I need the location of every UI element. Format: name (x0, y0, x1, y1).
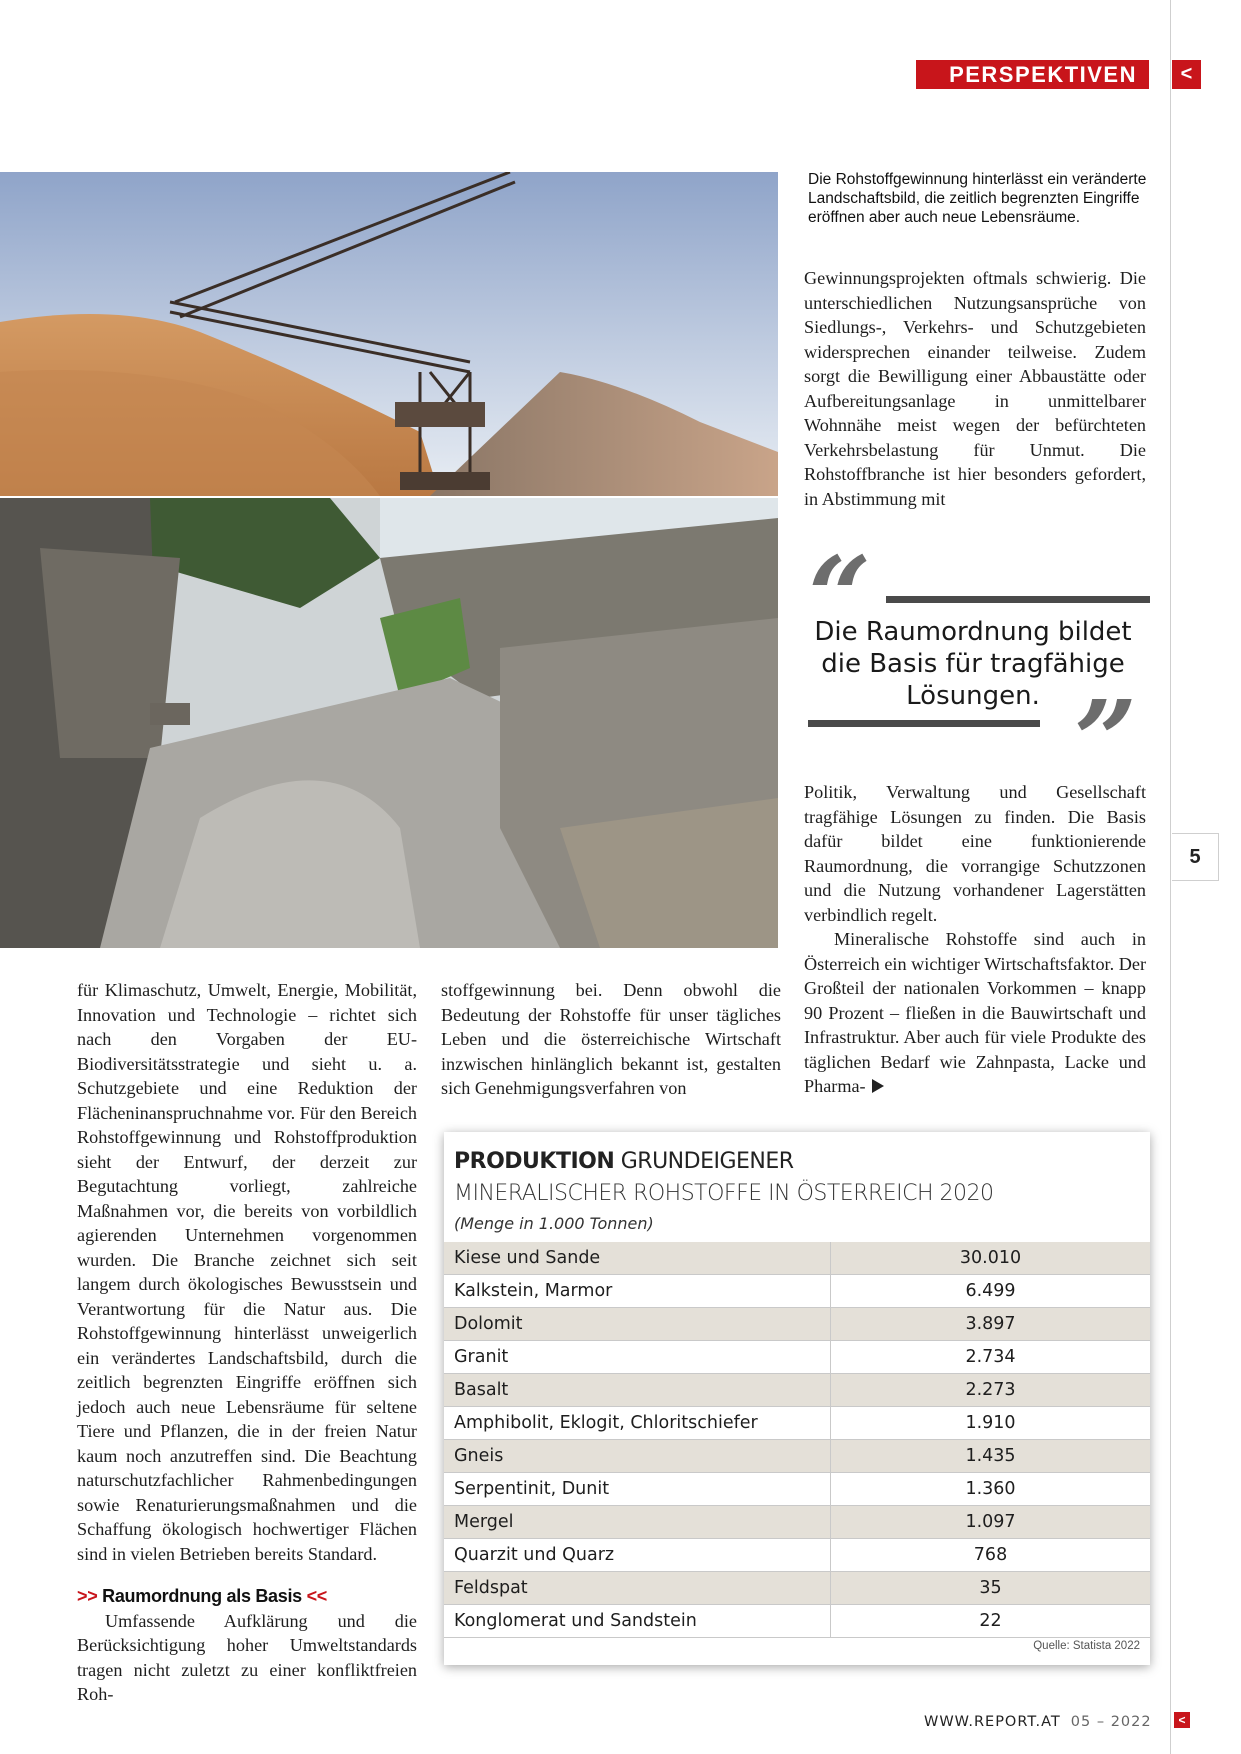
row-value: 6.499 (831, 1275, 1151, 1308)
table-title-rest: GRUNDEIGENER (620, 1149, 794, 1174)
left-col-paragraph-1: für Klimaschutz, Umwelt, Energie, Mobilität, Innovation und Technologie – richtet sich nach den Vorgaben der EU-Biodiversitätsstrategie und sieht u. a. Schutzgebiete und eine Reduktion der Flächeninanspruchnahme vor. Für den Bereich Rohstoffgewinnung und Rohstoffproduktion sieht der Entwurf, der derzeit zur Begutachtung vorliegt, zahlreiche Maßnahmen vor, die bereits von vorbildlich agierenden Unternehmen vorgenommen wurden. Die Branche zeichnet sich seit langem durch ökologisches Bewusstsein und Verantwortung für die Natur aus. Die Rohstoffgewinnung hinterlässt unweigerlich ein verändertes Landschaftsbild, durch die zeitlich begrenzten Eingriffe eröffnen sich jedoch auch neue Lebensräume für seltene Tiere und Pflanzen, die in der freien Natur kaum noch anzutreffen sind. Die Beachtung naturschutzfachlicher Rahmenbedingungen sowie Renaturierungsmaßnahmen und die Schaffung ökologisch hochwertiger Flächen sind in vielen Betrieben bereits Standard. (77, 980, 417, 1564)
mid-col-paragraph: stoffgewinnung bei. Denn obwohl die Bedeutung der Rohstoffe für unser tägliches Leben und die österreichische Wirtschaft inzwischen hinlänglich bekannt ist, gestalten sich Genehmigungsverfahren von (441, 980, 781, 1098)
row-label: Serpentinit, Dunit (444, 1473, 831, 1506)
row-value: 1.097 (831, 1506, 1151, 1539)
right-col-top-paragraph: Gewinnungsprojekten oftmals schwierig. Die unterschiedlichen Nutzungsansprüche von Siedlungs-, Verkehrs- und Schutzgebieten widersprechen einander teilweise. Zudem sorgt die Bewilligung einer Abbaustätte oder Aufbereitungsanlage in unmittelbarer Wohnnähe meist wegen der befürchteten Verkehrsbelastung für Unmut. Die Rohstoffbranche ist hier besonders gefordert, in Abstimmung mit (804, 268, 1146, 509)
table-row (444, 1407, 1150, 1440)
row-label: Dolomit (444, 1308, 831, 1341)
row-value: 35 (831, 1572, 1151, 1605)
table-title (454, 1149, 794, 1174)
left-col-paragraph-2: Umfassende Aufklärung und die Berücksichtigung hoher Umweltstandards tragen nicht zuletzt zu einer konfliktfreien Roh- (77, 1610, 417, 1704)
row-label: Kalkstein, Marmor (444, 1275, 831, 1308)
row-value: 2.734 (831, 1341, 1151, 1374)
right-col-paragraph-2-text: Mineralische Rohstoffe sind auch in Österreich ein wichtiger Wirtschaftsfaktor. Der Großteil der nationalen Vorkommen – knapp 90 Prozent – fließen in die Bauwirtschaft und Infrastruktur. Aber auch für viele Produkte des täglichen Bedarf wie Zahnpasta, Lacke und Pharma- (804, 929, 1146, 1096)
row-label: Granit (444, 1341, 831, 1374)
table-row (444, 1341, 1150, 1374)
table-row (444, 1308, 1150, 1341)
row-label: Gneis (444, 1440, 831, 1473)
quote-bar-top (886, 596, 1150, 603)
row-label: Kiese und Sande (444, 1242, 831, 1275)
right-col-paragraph-1: Politik, Verwaltung und Gesellschaft tragfähige Lösungen zu finden. Die Basis dafür bildet eine funktionierende Raumordnung, die vorrangige Schutzzonen und die Nutzung vorhandener Lagerstätten verbindlich regelt. (804, 782, 1146, 925)
back-arrow-icon[interactable]: < (1172, 60, 1201, 89)
table-row (444, 1605, 1150, 1638)
footer (924, 1714, 1152, 1730)
footer-url-link[interactable]: WWW.REPORT.AT (924, 1714, 1061, 1730)
close-quote-icon: ” (1074, 676, 1138, 805)
row-value: 3.897 (831, 1308, 1151, 1341)
pull-quote (808, 532, 1150, 805)
subheading-prefix: >> (77, 1586, 98, 1606)
table-row (444, 1242, 1150, 1275)
subheading-text: Raumordnung als Basis (102, 1586, 302, 1606)
row-value: 1.910 (831, 1407, 1151, 1440)
production-table-box (444, 1132, 1150, 1665)
row-label: Basalt (444, 1374, 831, 1407)
stacker-illustration (0, 172, 778, 496)
section-tag: PERSPEKTIVEN (916, 60, 1149, 89)
page-edge-rule (1170, 0, 1171, 1754)
table-row (444, 1374, 1150, 1407)
row-label: Quarzit und Quarz (444, 1539, 831, 1572)
subheading-suffix: << (306, 1586, 328, 1606)
table-row (444, 1473, 1150, 1506)
table-source: Quelle: Statista 2022 (1033, 1640, 1140, 1652)
row-value: 1.435 (831, 1440, 1151, 1473)
page-number: 5 (1172, 833, 1219, 881)
right-column-bottom-text (804, 780, 1146, 1099)
stacker-photo (0, 172, 778, 496)
footer-issue: 05 – 2022 (1070, 1714, 1152, 1730)
middle-column-text (441, 978, 781, 1101)
section-subheading (77, 1584, 417, 1609)
right-column-top-text (804, 266, 1146, 511)
pull-quote-text: Die Raumordnung bildet die Basis für tragfähige Lösungen. (814, 617, 1132, 711)
right-col-paragraph-2 (804, 927, 1146, 1099)
photo-caption: Die Rohstoffgewinnung hinterlässt ein veränderte Landschaftsbild, die zeitlich begrenzten Eingriffe eröffnen aber auch neue Lebensräume. (808, 171, 1147, 226)
quarry-illustration (0, 498, 778, 948)
row-value: 768 (831, 1539, 1151, 1572)
quote-bar-bottom (808, 720, 1040, 727)
table-row (444, 1275, 1150, 1308)
table-row (444, 1539, 1150, 1572)
left-column-text (77, 978, 417, 1707)
table-row (444, 1506, 1150, 1539)
row-value: 22 (831, 1605, 1151, 1638)
row-value: 30.010 (831, 1242, 1151, 1275)
table-title-line2: MINERALISCHER ROHSTOFFE IN ÖSTERREICH 2020 (454, 1181, 994, 1206)
open-quote-icon: “ (808, 532, 872, 661)
row-value: 2.273 (831, 1374, 1151, 1407)
row-label: Feldspat (444, 1572, 831, 1605)
continue-arrow-icon (872, 1079, 884, 1093)
row-label: Konglomerat und Sandstein (444, 1605, 831, 1638)
table-title-bold: PRODUKTION (454, 1149, 615, 1174)
production-table (444, 1242, 1150, 1638)
quarry-photo (0, 498, 778, 948)
table-subtitle: (Menge in 1.000 Tonnen) (454, 1214, 654, 1233)
row-label: Amphibolit, Eklogit, Chloritschiefer (444, 1407, 831, 1440)
table-row (444, 1572, 1150, 1605)
table-row (444, 1440, 1150, 1473)
row-label: Mergel (444, 1506, 831, 1539)
footer-back-arrow-icon[interactable]: < (1174, 1712, 1190, 1728)
row-value: 1.360 (831, 1473, 1151, 1506)
